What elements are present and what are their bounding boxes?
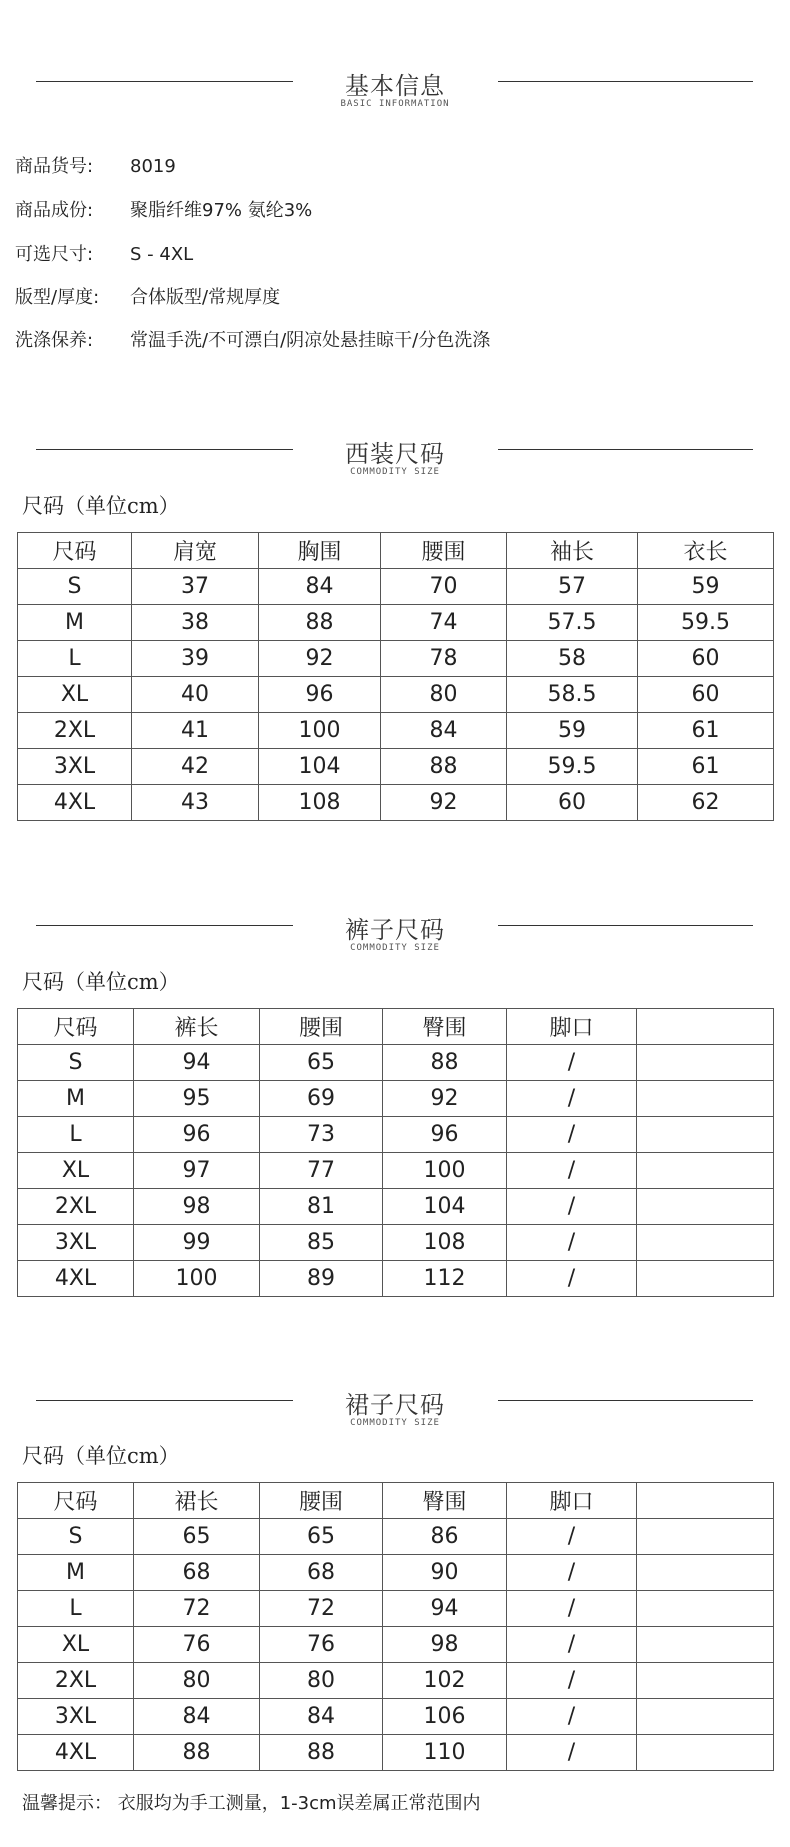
value-cell: 61 bbox=[638, 749, 774, 785]
size-cell: 4XL bbox=[18, 1735, 134, 1771]
value-cell: / bbox=[507, 1663, 637, 1699]
column-header: 腰围 bbox=[260, 1009, 383, 1045]
value-cell: 84 bbox=[134, 1699, 260, 1735]
value-cell: 88 bbox=[134, 1735, 260, 1771]
skirt-size-table bbox=[17, 1482, 774, 1771]
column-header: 胸围 bbox=[259, 533, 381, 569]
value-cell: 60 bbox=[638, 677, 774, 713]
column-header: 臀围 bbox=[383, 1009, 507, 1045]
section-subtitle: COMMODITY SIZE bbox=[350, 467, 440, 477]
value-cell: / bbox=[507, 1261, 637, 1297]
value-cell: 59.5 bbox=[507, 749, 638, 785]
value-cell: 73 bbox=[260, 1117, 383, 1153]
value-cell: 95 bbox=[134, 1081, 260, 1117]
value-cell bbox=[637, 1045, 774, 1081]
value-cell: 104 bbox=[259, 749, 381, 785]
value-cell: 96 bbox=[134, 1117, 260, 1153]
column-header: 尺码 bbox=[18, 1483, 134, 1519]
table-header-row bbox=[18, 1483, 774, 1519]
value-cell bbox=[637, 1261, 774, 1297]
value-cell: 100 bbox=[134, 1261, 260, 1297]
value-cell: 110 bbox=[383, 1735, 507, 1771]
value-cell: 84 bbox=[381, 713, 507, 749]
value-cell bbox=[637, 1555, 774, 1591]
value-cell: 72 bbox=[134, 1591, 260, 1627]
table-row bbox=[18, 1045, 774, 1081]
info-value: 合体版型/常规厚度 bbox=[130, 287, 281, 308]
info-value: S - 4XL bbox=[130, 244, 194, 265]
table-row bbox=[18, 1189, 774, 1225]
value-cell: 80 bbox=[260, 1663, 383, 1699]
divider-line bbox=[498, 449, 753, 450]
value-cell: 65 bbox=[260, 1045, 383, 1081]
value-cell: 65 bbox=[134, 1519, 260, 1555]
table-header-row bbox=[18, 533, 774, 569]
column-header: 脚口 bbox=[507, 1483, 637, 1519]
size-cell: 4XL bbox=[18, 785, 132, 821]
pants-size-header bbox=[0, 914, 790, 964]
value-cell: / bbox=[507, 1627, 637, 1663]
value-cell: 41 bbox=[132, 713, 259, 749]
value-cell: / bbox=[507, 1225, 637, 1261]
value-cell bbox=[637, 1735, 774, 1771]
value-cell bbox=[637, 1591, 774, 1627]
column-header bbox=[637, 1009, 774, 1045]
size-cell: 3XL bbox=[18, 1699, 134, 1735]
table-row bbox=[18, 1519, 774, 1555]
basic-info-header bbox=[0, 70, 790, 120]
section-title: 裙子尺码 bbox=[345, 1391, 445, 1419]
size-cell: L bbox=[18, 1591, 134, 1627]
value-cell: 84 bbox=[260, 1699, 383, 1735]
size-cell: S bbox=[18, 569, 132, 605]
value-cell: 84 bbox=[259, 569, 381, 605]
table-row bbox=[18, 569, 774, 605]
value-cell: 108 bbox=[259, 785, 381, 821]
info-label: 版型/厚度: bbox=[15, 287, 100, 308]
table-row bbox=[18, 749, 774, 785]
value-cell: / bbox=[507, 1555, 637, 1591]
size-cell: 2XL bbox=[18, 1663, 134, 1699]
value-cell: 76 bbox=[260, 1627, 383, 1663]
value-cell: 102 bbox=[383, 1663, 507, 1699]
column-header: 袖长 bbox=[507, 533, 638, 569]
size-cell: 4XL bbox=[18, 1261, 134, 1297]
size-cell: M bbox=[18, 1555, 134, 1591]
suit-size-table bbox=[17, 532, 774, 821]
value-cell bbox=[637, 1663, 774, 1699]
info-row-sizes bbox=[15, 240, 193, 266]
value-cell: 70 bbox=[381, 569, 507, 605]
value-cell: 98 bbox=[383, 1627, 507, 1663]
value-cell: 76 bbox=[134, 1627, 260, 1663]
value-cell: 96 bbox=[383, 1117, 507, 1153]
info-label: 商品货号: bbox=[15, 156, 94, 177]
value-cell: 92 bbox=[259, 641, 381, 677]
value-cell: 74 bbox=[381, 605, 507, 641]
divider-line bbox=[498, 925, 753, 926]
section-subtitle: BASIC INFORMATION bbox=[340, 99, 450, 109]
value-cell: / bbox=[507, 1117, 637, 1153]
table-row bbox=[18, 785, 774, 821]
info-row-item-no bbox=[15, 152, 176, 178]
value-cell: 94 bbox=[134, 1045, 260, 1081]
info-value: 8019 bbox=[130, 156, 176, 177]
pants-size-table bbox=[17, 1008, 774, 1297]
value-cell bbox=[637, 1189, 774, 1225]
table-row bbox=[18, 1117, 774, 1153]
value-cell: 81 bbox=[260, 1189, 383, 1225]
value-cell: 92 bbox=[381, 785, 507, 821]
value-cell: 59 bbox=[638, 569, 774, 605]
value-cell: 57.5 bbox=[507, 605, 638, 641]
value-cell bbox=[637, 1225, 774, 1261]
table-row bbox=[18, 1627, 774, 1663]
value-cell: 60 bbox=[507, 785, 638, 821]
value-cell: 89 bbox=[260, 1261, 383, 1297]
table-row bbox=[18, 1081, 774, 1117]
value-cell: 68 bbox=[260, 1555, 383, 1591]
size-cell: L bbox=[18, 641, 132, 677]
value-cell: 106 bbox=[383, 1699, 507, 1735]
value-cell: 72 bbox=[260, 1591, 383, 1627]
value-cell: / bbox=[507, 1735, 637, 1771]
value-cell: 58.5 bbox=[507, 677, 638, 713]
value-cell: / bbox=[507, 1699, 637, 1735]
value-cell: 88 bbox=[259, 605, 381, 641]
value-cell: / bbox=[507, 1153, 637, 1189]
size-cell: M bbox=[18, 605, 132, 641]
size-cell: S bbox=[18, 1045, 134, 1081]
value-cell bbox=[637, 1153, 774, 1189]
size-cell: 3XL bbox=[18, 749, 132, 785]
table-row bbox=[18, 677, 774, 713]
value-cell: 97 bbox=[134, 1153, 260, 1189]
size-cell: XL bbox=[18, 1627, 134, 1663]
value-cell: 88 bbox=[381, 749, 507, 785]
value-cell: 57 bbox=[507, 569, 638, 605]
table-row bbox=[18, 1153, 774, 1189]
column-header: 尺码 bbox=[18, 533, 132, 569]
suit-size-header bbox=[0, 438, 790, 488]
column-header: 裤长 bbox=[134, 1009, 260, 1045]
size-cell: XL bbox=[18, 677, 132, 713]
table-row bbox=[18, 1555, 774, 1591]
section-title: 基本信息 bbox=[345, 72, 445, 100]
value-cell: 38 bbox=[132, 605, 259, 641]
info-label: 洗涤保养: bbox=[15, 330, 94, 351]
value-cell bbox=[637, 1081, 774, 1117]
column-header: 尺码 bbox=[18, 1009, 134, 1045]
value-cell bbox=[637, 1627, 774, 1663]
table-row bbox=[18, 1225, 774, 1261]
info-row-composition bbox=[15, 196, 312, 222]
table-header-row bbox=[18, 1009, 774, 1045]
column-header: 衣长 bbox=[638, 533, 774, 569]
value-cell: 78 bbox=[381, 641, 507, 677]
value-cell: / bbox=[507, 1189, 637, 1225]
value-cell: 85 bbox=[260, 1225, 383, 1261]
value-cell: 99 bbox=[134, 1225, 260, 1261]
size-cell: 3XL bbox=[18, 1225, 134, 1261]
value-cell: 88 bbox=[383, 1045, 507, 1081]
value-cell: / bbox=[507, 1519, 637, 1555]
table-row bbox=[18, 641, 774, 677]
table-row bbox=[18, 1261, 774, 1297]
info-row-care bbox=[15, 326, 490, 352]
column-header: 脚口 bbox=[507, 1009, 637, 1045]
value-cell: 77 bbox=[260, 1153, 383, 1189]
value-cell: 92 bbox=[383, 1081, 507, 1117]
value-cell: 60 bbox=[638, 641, 774, 677]
table-row bbox=[18, 1735, 774, 1771]
measurement-note: 温馨提示： 衣服均为手工测量，1-3cm误差属正常范围内 bbox=[22, 1793, 481, 1814]
info-value: 常温手洗/不可漂白/阴凉处悬挂晾干/分色洗涤 bbox=[130, 330, 491, 351]
pants-unit-label: 尺码（单位cm） bbox=[22, 970, 180, 994]
value-cell bbox=[637, 1699, 774, 1735]
skirt-size-header bbox=[0, 1389, 790, 1439]
value-cell: / bbox=[507, 1081, 637, 1117]
table-row bbox=[18, 1591, 774, 1627]
value-cell: 96 bbox=[259, 677, 381, 713]
value-cell: 58 bbox=[507, 641, 638, 677]
size-cell: M bbox=[18, 1081, 134, 1117]
size-cell: XL bbox=[18, 1153, 134, 1189]
value-cell: 80 bbox=[381, 677, 507, 713]
value-cell: 42 bbox=[132, 749, 259, 785]
section-title: 西装尺码 bbox=[345, 440, 445, 468]
value-cell: 100 bbox=[383, 1153, 507, 1189]
value-cell: 80 bbox=[134, 1663, 260, 1699]
divider-line bbox=[498, 1400, 753, 1401]
column-header: 臀围 bbox=[383, 1483, 507, 1519]
table-row bbox=[18, 713, 774, 749]
value-cell: 59.5 bbox=[638, 605, 774, 641]
value-cell: 100 bbox=[259, 713, 381, 749]
info-label: 商品成份: bbox=[15, 200, 94, 221]
value-cell: 98 bbox=[134, 1189, 260, 1225]
info-label: 可选尺寸: bbox=[15, 244, 94, 265]
value-cell: 94 bbox=[383, 1591, 507, 1627]
table-row bbox=[18, 1663, 774, 1699]
value-cell: 62 bbox=[638, 785, 774, 821]
divider-line bbox=[498, 81, 753, 82]
info-value: 聚脂纤维97% 氨纶3% bbox=[130, 200, 313, 221]
column-header: 裙长 bbox=[134, 1483, 260, 1519]
value-cell: 59 bbox=[507, 713, 638, 749]
size-cell: 2XL bbox=[18, 713, 132, 749]
value-cell: 39 bbox=[132, 641, 259, 677]
section-title: 裤子尺码 bbox=[345, 916, 445, 944]
skirt-unit-label: 尺码（单位cm） bbox=[22, 1444, 180, 1468]
value-cell: 68 bbox=[134, 1555, 260, 1591]
value-cell: / bbox=[507, 1591, 637, 1627]
size-cell: L bbox=[18, 1117, 134, 1153]
value-cell: 65 bbox=[260, 1519, 383, 1555]
value-cell: / bbox=[507, 1045, 637, 1081]
column-header: 腰围 bbox=[381, 533, 507, 569]
value-cell bbox=[637, 1519, 774, 1555]
column-header: 肩宽 bbox=[132, 533, 259, 569]
value-cell bbox=[637, 1117, 774, 1153]
section-subtitle: COMMODITY SIZE bbox=[350, 1418, 440, 1428]
value-cell: 37 bbox=[132, 569, 259, 605]
size-cell: S bbox=[18, 1519, 134, 1555]
value-cell: 90 bbox=[383, 1555, 507, 1591]
value-cell: 86 bbox=[383, 1519, 507, 1555]
value-cell: 43 bbox=[132, 785, 259, 821]
info-row-fit bbox=[15, 283, 280, 309]
column-header bbox=[637, 1483, 774, 1519]
value-cell: 69 bbox=[260, 1081, 383, 1117]
section-subtitle: COMMODITY SIZE bbox=[350, 943, 440, 953]
value-cell: 108 bbox=[383, 1225, 507, 1261]
value-cell: 61 bbox=[638, 713, 774, 749]
suit-unit-label: 尺码（单位cm） bbox=[22, 494, 180, 518]
column-header: 腰围 bbox=[260, 1483, 383, 1519]
value-cell: 112 bbox=[383, 1261, 507, 1297]
value-cell: 88 bbox=[260, 1735, 383, 1771]
table-row bbox=[18, 605, 774, 641]
value-cell: 40 bbox=[132, 677, 259, 713]
table-row bbox=[18, 1699, 774, 1735]
size-cell: 2XL bbox=[18, 1189, 134, 1225]
value-cell: 104 bbox=[383, 1189, 507, 1225]
